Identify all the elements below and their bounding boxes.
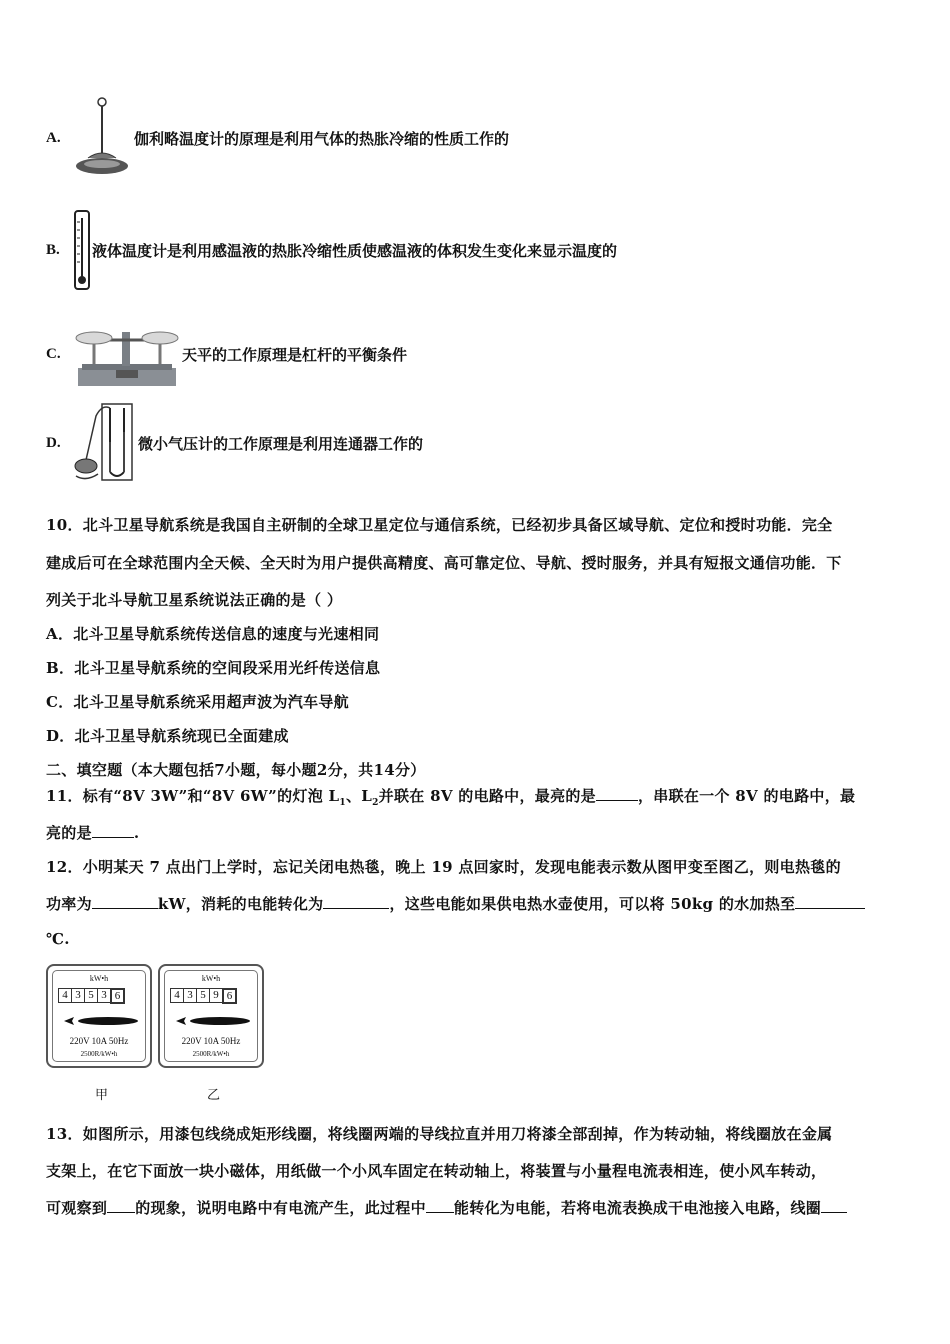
meter-jia (46, 964, 152, 1068)
meter-digit-decimal: 6 (222, 988, 237, 1004)
galileo-thermometer-image (72, 96, 134, 180)
meter-digit: 3 (71, 988, 85, 1003)
liquid-thermometer-image (72, 210, 92, 290)
meter-unit: kW•h (201, 974, 221, 983)
q11-line-1 (46, 785, 855, 808)
meter-rev: 2500R/kW•h (192, 1050, 230, 1058)
q13-text-a: 可观察到 (46, 1199, 108, 1217)
q10-option-a: A．北斗卫星导航系统传送信息的速度与光速相同 (46, 625, 380, 643)
option-letter: A. (46, 129, 61, 146)
q13-line-3 (46, 1197, 847, 1218)
meter-digit: 9 (209, 988, 223, 1003)
meter-label-yi: 乙 (207, 1088, 221, 1103)
q11-text-d: ，串联在一个 8V 的电路中，最 (637, 787, 856, 805)
rotor-disc-icon (174, 1014, 252, 1028)
q9-option-c (46, 318, 407, 390)
q10-line-3: 列关于北斗导航卫星系统说法正确的是（ ） (46, 591, 343, 609)
meter-digit-decimal: 6 (110, 988, 125, 1004)
meter-unit: kW•h (89, 974, 109, 983)
q10-option-d: D．北斗卫星导航系统现已全面建成 (46, 727, 289, 745)
q11-text-e: 亮的是 (46, 824, 92, 842)
q11-text-f: . (133, 824, 140, 842)
q12-blank-2[interactable] (323, 894, 389, 909)
q12-text-c: ，这些电能如果供电热水壶使用，可以将 50kg 的水加热至 (389, 895, 796, 913)
q11-line-2 (46, 822, 139, 843)
q12-blank-3[interactable] (795, 894, 865, 909)
q11-sub-1: 1 (339, 798, 346, 808)
meter-spec: 220V 10A 50Hz (69, 1036, 129, 1046)
q9-option-a (46, 96, 509, 180)
q12-text-b: kW，消耗的电能转化为 (157, 895, 324, 913)
option-text: 天平的工作原理是杠杆的平衡条件 (182, 345, 408, 364)
q12-line-1: 12．小明某天 7 点出门上学时，忘记关闭电热毯，晚上 19 点回家时，发现电能表示数从图甲变至图乙，则电热毯的 (46, 858, 841, 876)
q13-blank-3[interactable] (821, 1198, 847, 1213)
meter-digit: 3 (183, 988, 197, 1003)
q11-text-c: 并联在 8V 的电路中，最亮的是 (378, 787, 596, 805)
meter-digits (58, 988, 124, 1004)
meter-rev: 2500R/kW•h (80, 1050, 118, 1058)
meter-yi (158, 964, 264, 1068)
q10-option-b: B．北斗卫星导航系统的空间段采用光纤传送信息 (46, 659, 381, 677)
q12-text-a: 功率为 (46, 895, 92, 913)
q13-line-1: 13．如图所示，用漆包线绕成矩形线圈，将线圈两端的导线拉直并用刀将漆全部刮掉，作为转动轴，将线圈放在金属 (46, 1125, 833, 1143)
meter-digit: 5 (84, 988, 98, 1003)
option-text: 液体温度计是利用感温液的热胀冷缩性质使感温液的体积发生变化来显示温度的 (92, 241, 618, 260)
balance-scale-image (72, 318, 182, 390)
option-text: 微小气压计的工作原理是利用连通器工作的 (138, 434, 424, 453)
q13-blank-1[interactable] (107, 1198, 135, 1213)
meter-spec: 220V 10A 50Hz (181, 1036, 241, 1046)
meter-digit: 4 (58, 988, 72, 1003)
electric-meters-figure (46, 964, 264, 1068)
option-text: 伽利略温度计的原理是利用气体的热胀冷缩的性质工作的 (134, 129, 510, 148)
q13-blank-2[interactable] (426, 1198, 454, 1213)
meter-digits (170, 988, 236, 1004)
q11-blank-2[interactable] (92, 823, 134, 838)
q10-line-1: 10．北斗卫星导航系统是我国自主研制的全球卫星定位与通信系统，已经初步具备区域导航、定位和授时功能．完全 (46, 516, 833, 534)
rotor-disc-icon (62, 1014, 140, 1028)
q10-line-2: 建成后可在全球范围内全天候、全天时为用户提供高精度、高可靠定位、导航、授时服务，并具有短报文通信功能．下 (46, 554, 842, 572)
meter-digit: 5 (196, 988, 210, 1003)
q11-blank-1[interactable] (596, 786, 638, 801)
q9-option-d (46, 402, 423, 484)
meter-label-jia: 甲 (95, 1088, 109, 1103)
q12-line-3: ℃. (46, 930, 70, 948)
q12-line-2 (46, 893, 865, 914)
q13-text-b: 的现象，说明电路中有电流产生，此过程中 (135, 1199, 426, 1217)
u-tube-manometer-image (72, 402, 138, 484)
option-letter: D. (46, 434, 61, 451)
q11-text-b: 、L (345, 787, 373, 805)
q13-line-2: 支架上，在它下面放一块小磁体，用纸做一个小风车固定在转动轴上，将装置与小量程电流表相连，使小风车转动， (46, 1162, 827, 1180)
option-letter: B. (46, 241, 60, 258)
q11-sub-2: 2 (372, 798, 379, 808)
section-heading: 二、填空题（本大题包括7小题，每小题2分，共14分） (46, 761, 426, 779)
meter-digit: 3 (97, 988, 111, 1003)
q12-blank-1[interactable] (92, 894, 158, 909)
q9-option-b (46, 210, 617, 290)
q11-text-a: 11．标有“8V 3W”和“8V 6W”的灯泡 L (46, 787, 340, 805)
meter-digit: 4 (170, 988, 184, 1003)
q13-text-c: 能转化为电能，若将电流表换成干电池接入电路，线圈 (453, 1199, 822, 1217)
option-letter: C. (46, 345, 61, 362)
q10-option-c: C．北斗卫星导航系统采用超声波为汽车导航 (46, 693, 349, 711)
